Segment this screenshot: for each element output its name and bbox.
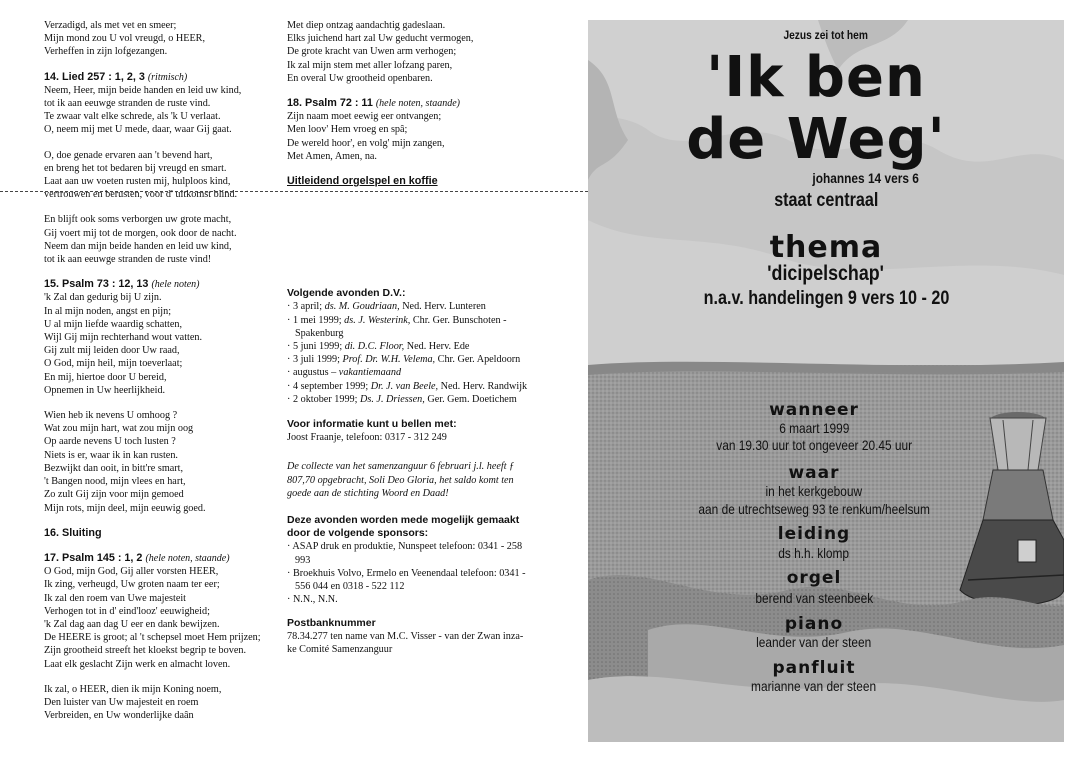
verse-line: Verheffen in zijn lofgezangen. bbox=[44, 46, 168, 58]
verse-line: tot ik aan eeuwge stranden de ruste vind. bbox=[44, 98, 211, 110]
verse-line: tot ik aan eeuwge stranden de ruste vind! bbox=[44, 254, 212, 266]
list-item-date: augustus – bbox=[292, 367, 339, 379]
verse-line: Neem, Heer, mijn beide handen en leid uw kind, bbox=[44, 84, 242, 96]
list-item-speaker: Prof. Dr. W.H. Velema, bbox=[342, 354, 436, 366]
collecte-note: De collecte van het samenzanguur 6 februari j.l. heeft ƒ 807,70 opgebracht, Soli Deo Gloria, het saldo komt ten goede aan de stichting Woord en Daad! bbox=[287, 461, 515, 499]
list-item-date: 3 april; bbox=[292, 301, 325, 313]
list-item: · 4 september 1999; Dr. J. van Beele, Ned. Herv. Randwijk bbox=[287, 380, 528, 392]
sponsor-text: ASAP druk en produktie, Nunspeet telefoon: 0341 - 258 993 bbox=[292, 541, 523, 566]
verse-line: O God, mijn God, Gij aller vorsten HEER, bbox=[44, 566, 219, 578]
leiding-name: ds h.h. klomp bbox=[778, 545, 850, 561]
sponsor-text: N.N., N.N. bbox=[292, 594, 338, 606]
verse-line: Neem dan mijn beide handen en leid uw kind, bbox=[44, 240, 232, 252]
stanza bbox=[44, 149, 269, 202]
next-evenings-heading: Volgende avonden D.V.: bbox=[287, 287, 406, 300]
list-item-place: Chr. Ger. Apeldoorn bbox=[435, 354, 521, 366]
verse-line: Men loov' Hem vroeg en spâ; bbox=[287, 124, 408, 136]
verse-line: Opnemen in Uw heerlijkheid. bbox=[44, 384, 166, 396]
list-item: · 5 juni 1999; di. D.C. Floor, Ned. Herv. Ede bbox=[287, 341, 470, 353]
song-title: 18. Psalm 72 : 11 bbox=[287, 97, 373, 110]
stanza bbox=[44, 409, 269, 515]
thema-label: thema bbox=[769, 230, 883, 265]
verse-line: Wat zou mijn hart, wat zou mijn oog bbox=[44, 423, 194, 435]
song-heading bbox=[44, 278, 269, 291]
cover-title-line1: 'Ik ben bbox=[706, 45, 926, 110]
piano-label: piano bbox=[784, 614, 844, 634]
verse-line: Verzadigd, als met vet en smeer; bbox=[44, 20, 177, 31]
verse-line: En mij, hiertoe door U bereid, bbox=[44, 371, 167, 383]
cover-reference: johannes 14 vers 6 bbox=[812, 170, 920, 186]
verse-line: 't Bangen nood, mijn vlees en hart, bbox=[44, 476, 186, 488]
verse-line: Op aarde nevens U toch lusten ? bbox=[44, 436, 176, 448]
verse-line: Met diep ontzag aandachtig gadeslaan. bbox=[287, 20, 446, 31]
list-item-place: Ned. Herv. Randwijk bbox=[438, 380, 528, 392]
list-item: · 1 mei 1999; ds. J. Westerink, Chr. Ger. Bunschoten - Spakenburg bbox=[287, 314, 507, 339]
middle-column bbox=[287, 19, 532, 656]
verse-line: In al mijn noden, angst en pijn; bbox=[44, 305, 172, 317]
verse-line: en breng het tot bedaren bij vreugd en smart. bbox=[44, 162, 227, 174]
stanza bbox=[44, 565, 269, 671]
song-note: (ritmisch) bbox=[147, 71, 188, 83]
list-item-speaker: Ds. J. Driessen, bbox=[360, 393, 425, 405]
list-item-speaker: ds. M. Goudriaan, bbox=[324, 301, 400, 313]
sponsors-heading: Deze avonden worden mede mogelijk gemaakt door de volgende sponsors: bbox=[287, 514, 520, 540]
verse-line: Elks juichend hart zal Uw geducht vermogen, bbox=[287, 33, 474, 45]
leiding-label: leiding bbox=[777, 524, 851, 544]
list-item: · augustus – vakantiemaand bbox=[287, 367, 402, 379]
thema-value: 'dicipelschap' bbox=[767, 262, 885, 285]
verse-line: O, neem mij met U mede, daar, waar Gij gaat. bbox=[44, 124, 232, 136]
cover-panel bbox=[588, 20, 1064, 742]
verse-line: En overal Uw grootheid openbaren. bbox=[287, 72, 433, 84]
verse-line: Verbreiden, en Uw wonderlijke daân bbox=[44, 710, 194, 722]
list-item: · ASAP druk en produktie, Nunspeet telefoon: 0341 - 258 993 bbox=[287, 541, 523, 566]
verse-line: En blijft ook soms verborgen uw grote macht, bbox=[44, 214, 232, 226]
verse-line: vertrouwen en berusten, voor d' uitkomst blind. bbox=[44, 189, 238, 201]
verse-line: Met Amen, Amen, na. bbox=[287, 150, 377, 162]
song-title: 17. Psalm 145 : 1, 2 bbox=[44, 551, 143, 564]
list-item-place: Ned. Herv. Ede bbox=[404, 341, 470, 353]
stanza bbox=[44, 291, 269, 397]
stanza bbox=[287, 19, 532, 85]
list-item: · N.N., N.N. bbox=[287, 594, 338, 606]
song-note: (hele noten, staande) bbox=[375, 98, 460, 110]
verse-line: Zo zult Gij zijn voor mijn gemoed bbox=[44, 489, 184, 501]
verse-line: De grote kracht van Uwen arm verhogen; bbox=[287, 46, 457, 58]
song-heading bbox=[44, 552, 269, 565]
panfluit-label: panfluit bbox=[772, 658, 856, 678]
orgel-label: orgel bbox=[786, 568, 842, 588]
list-item-place: Ned. Herv. Lunteren bbox=[399, 301, 486, 313]
list-item-place: Chr. Ger. Bunschoten - Spakenburg bbox=[295, 314, 507, 339]
verse-line: Mijn rots, mijn deel, mijn eeuwig goed. bbox=[44, 502, 206, 514]
verse-line: Gij voert mij tot de morgen, ook door de nacht. bbox=[44, 227, 237, 239]
stanza bbox=[44, 683, 269, 723]
postbank-heading: Postbanknummer bbox=[287, 616, 376, 629]
list-item-date: 1 mei 1999; bbox=[292, 314, 345, 326]
piano-name: leander van der steen bbox=[756, 634, 872, 650]
next-evenings-list bbox=[287, 300, 532, 406]
cover-central: staat centraal bbox=[773, 190, 879, 211]
stanza bbox=[44, 19, 269, 59]
song-heading bbox=[44, 71, 269, 84]
waar-place: in het kerkgebouw bbox=[765, 483, 863, 499]
song-note: (hele noten) bbox=[151, 279, 200, 291]
list-item-date: 4 september 1999; bbox=[292, 380, 371, 392]
verse-line: Zijn naam moet eewig eer ontvangen; bbox=[287, 111, 442, 123]
list-item-speaker: vakantiemaand bbox=[338, 367, 402, 379]
list-item-speaker: di. D.C. Floor, bbox=[344, 341, 405, 353]
wanneer-time: van 19.30 uur tot ongeveer 20.45 uur bbox=[716, 437, 912, 453]
verse-line: Mijn mond zou U vol vreugd, o HEER, bbox=[44, 33, 206, 45]
list-item-place: Ger. Gem. Doetichem bbox=[424, 393, 517, 405]
stanza bbox=[44, 213, 269, 266]
verse-line: Laat aan uw voeten rusten mij, hulploos kind, bbox=[44, 176, 231, 188]
list-item-speaker: Dr. J. van Beele, bbox=[370, 380, 439, 392]
verse-line: Te zwaar valt elke schrede, als 'k U verlaat. bbox=[44, 111, 221, 123]
verse-line: De HEERE is groot; al 't schepsel moet Hem prijzen; bbox=[44, 632, 261, 644]
waar-label: waar bbox=[788, 463, 840, 483]
panfluit-name: marianne van der steen bbox=[751, 678, 877, 694]
verse-line: Niets is er, waar ik in kan rusten. bbox=[44, 449, 178, 461]
verse-line: 'k Zal dag aan dag U eer en dank bewijzen. bbox=[44, 618, 220, 630]
verse-line: U al mijn liefde waardig schatten, bbox=[44, 318, 183, 330]
verse-line: 'k Zal dan gedurig bij U zijn. bbox=[44, 292, 162, 304]
list-item: · 2 oktober 1999; Ds. J. Driessen, Ger. Gem. Doetichem bbox=[287, 393, 517, 405]
verse-line: Ik zal, o HEER, dien ik mijn Koning noem, bbox=[44, 683, 222, 695]
verse-line: Verhogen tot in d' eind'looz' eeuwigheid; bbox=[44, 605, 210, 617]
list-item-speaker: ds. J. Westerink, bbox=[344, 314, 411, 326]
waar-address: aan de utrechtseweg 93 te renkum/heelsum bbox=[698, 501, 930, 517]
wanneer-label: wanneer bbox=[769, 400, 859, 420]
verse-line: Wien heb ik nevens U omhoog ? bbox=[44, 410, 178, 422]
song-heading bbox=[287, 97, 532, 110]
info-text: Joost Fraanje, telefoon: 0317 - 312 249 bbox=[287, 432, 447, 444]
verse-line: Ik zal mijn stem met aller lofzang paren, bbox=[287, 59, 453, 71]
postbank-text: 78.34.277 ten name van M.C. Visser - van der Zwan inza-ke Comité Samenzanguur bbox=[287, 630, 524, 655]
list-item-date: 5 juni 1999; bbox=[292, 341, 345, 353]
list-item: · Broekhuis Volvo, Ermelo en Veenendaal telefoon: 0341 - 556 044 en 0318 - 522 112 bbox=[287, 567, 526, 593]
verse-line: Ik zal den roem van Uwe majesteit bbox=[44, 592, 187, 604]
verse-line: Gij zult mij leiden door Uw raad, bbox=[44, 345, 180, 357]
song-note: (hele noten, staande) bbox=[145, 552, 230, 564]
song-title: 14. Lied 257 : 1, 2, 3 bbox=[44, 70, 145, 83]
song-title: 15. Psalm 73 : 12, 13 bbox=[44, 278, 149, 291]
verse-line: O, doe genade ervaren aan 't bevend hart, bbox=[44, 149, 213, 161]
list-item: · 3 juli 1999; Prof. Dr. W.H. Velema, Chr. Ger. Apeldoorn bbox=[287, 354, 521, 366]
info-heading: Voor informatie kunt u bellen met: bbox=[287, 418, 457, 431]
list-item: · 3 april; ds. M. Goudriaan, Ned. Herv. Lunteren bbox=[287, 301, 486, 313]
song-heading: 16. Sluiting bbox=[44, 526, 102, 539]
verse-line: Bezwijkt dan ooit, in bitt're smart, bbox=[44, 462, 184, 474]
left-column bbox=[44, 19, 269, 734]
verse-line: Ik zing, verheugd, Uw groten naam ter eer; bbox=[44, 579, 220, 591]
verse-line: De wereld hoor', en volg' mijn zangen, bbox=[287, 137, 445, 149]
verse-line: Zijn grootheid streeft het kloekst begrip te boven. bbox=[44, 645, 246, 657]
orgel-name: berend van steenbeek bbox=[755, 590, 873, 606]
cover-title-line2: de Weg' bbox=[686, 107, 946, 172]
cover-intro: Jezus zei tot hem bbox=[783, 28, 869, 42]
stanza bbox=[287, 110, 532, 163]
verse-line: Den luister van Uw majesteit en roem bbox=[44, 696, 199, 708]
stanza bbox=[44, 84, 269, 137]
list-item-date: 3 juli 1999; bbox=[292, 354, 343, 366]
closing-heading: Uitleidend orgelspel en koffie bbox=[287, 175, 438, 188]
verse-line: Wijl Gij mijn rechterhand wout vatten. bbox=[44, 332, 203, 344]
verse-line: Laat elk geslacht Zijn werk en almacht loven. bbox=[44, 658, 231, 670]
list-item-date: 2 oktober 1999; bbox=[292, 393, 361, 405]
verse-line: O God, mijn heil, mijn toeverlaat; bbox=[44, 358, 183, 370]
thema-reference: n.a.v. handelingen 9 vers 10 - 20 bbox=[703, 288, 949, 309]
sponsor-text: Broekhuis Volvo, Ermelo en Veenendaal telefoon: 0341 - 556 044 en 0318 - 522 112 bbox=[292, 567, 526, 593]
sponsors-list bbox=[287, 540, 532, 606]
wanneer-date: 6 maart 1999 bbox=[778, 420, 850, 436]
